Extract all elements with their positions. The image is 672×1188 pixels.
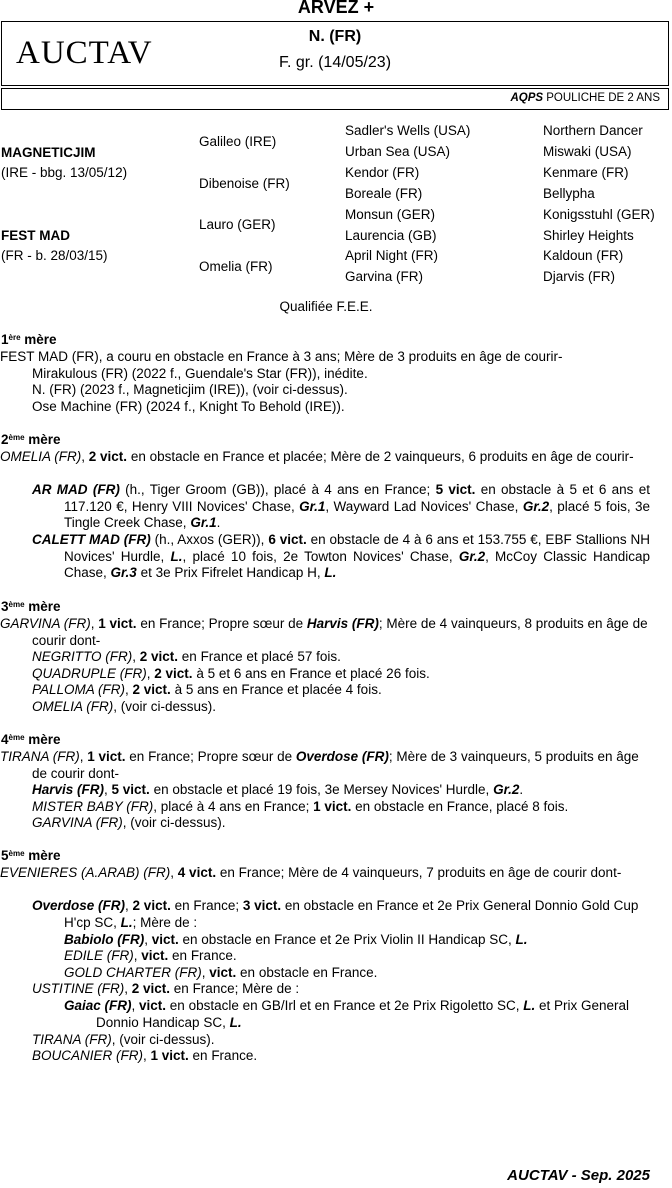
pedigree-gen3: Laurencia (GB)	[345, 228, 437, 243]
sire-info: (IRE - bbg. 13/05/12)	[1, 165, 128, 180]
pedigree-gen4: Miswaki (USA)	[543, 144, 632, 159]
pedigree-gen3: Urban Sea (USA)	[345, 144, 451, 159]
section-heading-3: 3ème mère	[1, 599, 61, 614]
third-dam-summary: GARVINA (FR), 1 vict. en France; Propre sœur de Harvis (FR); Mère de 4 vainqueurs, 8 produits en âge de courir dont-	[0, 616, 648, 648]
produce-entry: Harvis (FR), 5 vict. en obstacle et placé 19 fois, 3e Mersey Novices' Hurdle, Gr.2.	[32, 782, 524, 797]
dam-name: FEST MAD	[1, 228, 70, 243]
produce-entry: AR MAD (FR) (h., Tiger Groom (GB)), placé à 4 ans en France; 5 vict. en obstacle à 5 et 6 ans et 117.120 €, Henry VIII Novices' Chase, Gr.1, Wayward Lad Novices' Chase, Gr.2, placé 5 fois, 3e Tingle Creek Chase, Gr.1.	[32, 482, 651, 530]
produce-entry: PALLOMA (FR), 2 vict. à 5 ans en France et placée 4 fois.	[32, 682, 382, 697]
horse-name: N. (FR)	[308, 28, 362, 45]
pedigree-gen3: Monsun (GER)	[345, 207, 436, 222]
pedigree-gen4: Bellypha	[543, 186, 595, 201]
produce-entry: GOLD CHARTER (FR), vict. en obstacle en France.	[64, 965, 378, 980]
section-heading-1: 1ère mère	[1, 332, 57, 347]
produce-entry: TIRANA (FR), (voir ci-dessus).	[32, 1032, 215, 1047]
sire-name: MAGNETICJIM	[1, 145, 96, 160]
second-dam-summary: OMELIA (FR), 2 vict. en obstacle en France et placée; Mère de 2 vainqueurs, 6 produits en âge de courir-	[0, 449, 634, 464]
header-box	[1, 21, 669, 86]
pedigree-gen4: Kenmare (FR)	[543, 165, 629, 180]
pedigree-gen3: Kendor (FR)	[345, 165, 420, 180]
produce-entry: N. (FR) (2023 f., Magneticjim (IRE)), (voir ci-dessus).	[32, 382, 348, 397]
pedigree-gen2: Lauro (GER)	[199, 217, 276, 232]
footer-credit: AUCTAV - Sep. 2025	[507, 1167, 650, 1184]
pedigree-gen4: Konigsstuhl (GER)	[543, 207, 655, 222]
produce-entry: MISTER BABY (FR), placé à 4 ans en France; 1 vict. en obstacle en France, placé 8 fois.	[32, 799, 569, 814]
pedigree-gen3: Boreale (FR)	[345, 186, 423, 201]
pedigree-gen2: Omelia (FR)	[199, 259, 273, 274]
pedigree-gen4: Kaldoun (FR)	[543, 248, 624, 263]
produce-entry: Ose Machine (FR) (2024 f., Knight To Behold (IRE)).	[32, 399, 345, 414]
pedigree-gen4: Shirley Heights	[543, 228, 634, 243]
dam-info: (FR - b. 28/03/15)	[1, 248, 108, 263]
qualification: Qualifiée F.E.E.	[279, 299, 373, 314]
produce-entry: QUADRUPLE (FR), 2 vict. à 5 et 6 ans en France et placé 26 fois.	[32, 666, 430, 681]
produce-entry: GARVINA (FR), (voir ci-dessus).	[32, 815, 226, 830]
horse-description: F. gr. (14/05/23)	[278, 54, 392, 71]
fifth-dam-summary: EVENIERES (A.ARAB) (FR), 4 vict. en France; Mère de 4 vainqueurs, 7 produits en âge de courir dont-	[0, 865, 622, 880]
auctav-logo: AUCTAV	[16, 35, 153, 71]
section-heading-4: 4ème mère	[1, 732, 61, 747]
pedigree-gen3: Garvina (FR)	[345, 269, 424, 284]
lot-title: ARVEZ +	[297, 0, 375, 17]
produce-entry: NEGRITTO (FR), 2 vict. en France et placé 57 fois.	[32, 649, 341, 664]
produce-entry: OMELIA (FR), (voir ci-dessus).	[32, 699, 217, 714]
pedigree-gen4: Djarvis (FR)	[543, 269, 615, 284]
section-heading-5: 5ème mère	[1, 848, 61, 863]
produce-entry: Gaiac (FR), vict. en obstacle en GB/Irl et en France et 2e Prix Rigoletto SC, L. et Prix General Donnio Handicap SC, L.	[64, 998, 630, 1030]
pedigree-gen2: Dibenoise (FR)	[199, 176, 290, 191]
pedigree-gen3: April Night (FR)	[345, 248, 439, 263]
race-class-bar	[1, 88, 669, 110]
pedigree-gen4: Northern Dancer	[543, 123, 643, 138]
pedigree-gen2: Galileo (IRE)	[199, 134, 277, 149]
pedigree-gen3: Sadler's Wells (USA)	[345, 123, 471, 138]
produce-entry: Overdose (FR), 2 vict. en France; 3 vict. en obstacle en France et 2e Prix General Donnio Gold Cup H'cp SC, L.; Mère de :	[32, 898, 639, 930]
produce-entry: Mirakulous (FR) (2022 f., Guendale's Star (FR)), inédite.	[32, 366, 368, 381]
produce-entry: EDILE (FR), vict. en France.	[64, 948, 237, 963]
race-class: AQPS POULICHE DE 2 ANS	[510, 92, 660, 104]
produce-entry: Babiolo (FR), vict. en obstacle en France et 2e Prix Violin II Handicap SC, L.	[64, 932, 528, 947]
produce-entry: BOUCANIER (FR), 1 vict. en France.	[32, 1048, 258, 1063]
fourth-dam-summary: TIRANA (FR), 1 vict. en France; Propre sœur de Overdose (FR); Mère de 3 vainqueurs, 5 produits en âge de courir dont-	[0, 749, 639, 781]
dam-summary: FEST MAD (FR), a couru en obstacle en France à 3 ans; Mère de 3 produits en âge de courir-	[0, 349, 563, 364]
produce-entry: USTITINE (FR), 2 vict. en France; Mère de :	[32, 981, 300, 996]
produce-entry: CALETT MAD (FR) (h., Axxos (GER)), 6 vict. en obstacle de 4 à 6 ans et 153.755 €, EBF Stallions NH Novices' Hurdle, L., placé 10 fois, 2e Towton Novices' Chase, Gr.2, McCoy Classic Handicap Chase, Gr.3 et 3e Prix Fifrelet Handicap H, L.	[32, 532, 650, 580]
section-heading-2: 2ème mère	[1, 432, 61, 447]
